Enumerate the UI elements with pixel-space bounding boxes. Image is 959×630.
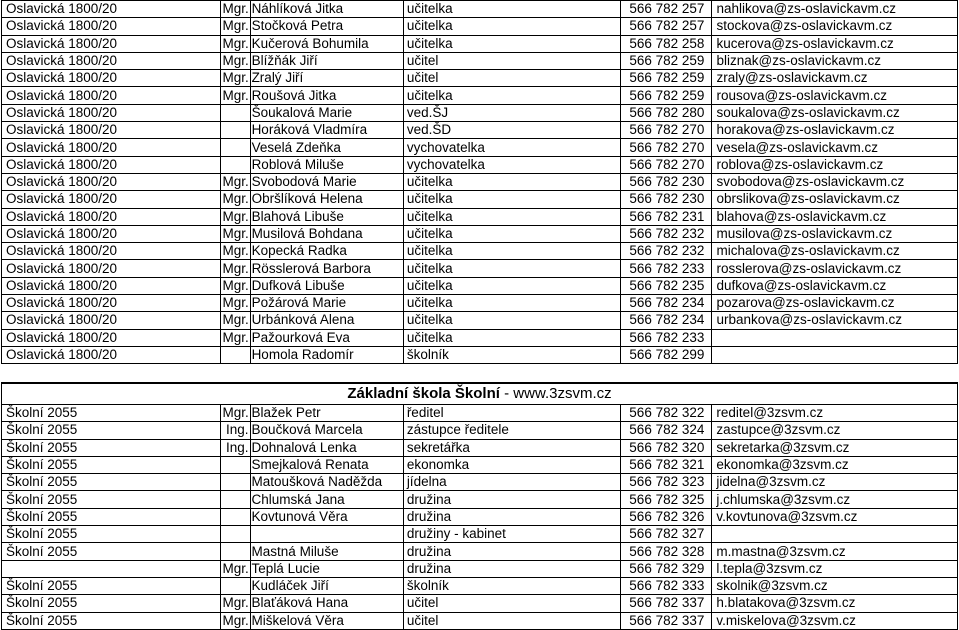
title-cell: Ing.	[220, 439, 250, 456]
phone-cell: 566 782 233	[621, 260, 712, 277]
email-cell: kucerova@zs-oslavickavm.cz	[712, 35, 958, 52]
name-cell: Kučerová Bohumila	[250, 35, 403, 52]
address-cell: Oslavická 1800/20	[2, 312, 221, 329]
title-cell: Mgr.	[220, 35, 250, 52]
name-cell: Homola Radomír	[250, 346, 403, 363]
title-cell: Mgr.	[220, 260, 250, 277]
address-cell: Oslavická 1800/20	[2, 18, 221, 35]
table-row	[2, 526, 958, 543]
phone-cell: 566 782 333	[621, 577, 712, 594]
email-cell: h.blatakova@3zsvm.cz	[712, 595, 958, 612]
name-cell: Mastná Miluše	[250, 543, 403, 560]
phone-cell: 566 782 299	[621, 346, 712, 363]
title-cell: Mgr.	[220, 52, 250, 69]
table-row	[2, 405, 958, 422]
position-cell: učitelka	[403, 87, 621, 104]
address-cell: Oslavická 1800/20	[2, 122, 221, 139]
email-cell: rousova@zs-oslavickavm.cz	[712, 87, 958, 104]
title-cell: Mgr.	[220, 1, 250, 18]
phone-cell: 566 782 232	[621, 225, 712, 242]
address-cell	[2, 560, 221, 577]
address-cell: Oslavická 1800/20	[2, 346, 221, 363]
address-cell: Školní 2055	[2, 526, 221, 543]
phone-cell: 566 782 270	[621, 139, 712, 156]
position-cell: učitelka	[403, 295, 621, 312]
email-cell: dufkova@zs-oslavickavm.cz	[712, 277, 958, 294]
phone-cell: 566 782 329	[621, 560, 712, 577]
title-cell: Mgr.	[220, 277, 250, 294]
name-cell: Pažourková Eva	[250, 329, 403, 346]
name-cell: Požárová Marie	[250, 295, 403, 312]
name-cell: Dufková Libuše	[250, 277, 403, 294]
title-cell: Mgr.	[220, 243, 250, 260]
table-row	[2, 52, 958, 69]
title-cell: Mgr.	[220, 173, 250, 190]
name-cell: Kudláček Jiří	[250, 577, 403, 594]
phone-cell: 566 782 259	[621, 52, 712, 69]
email-cell: urbankova@zs-oslavickavm.cz	[712, 312, 958, 329]
table-row	[2, 439, 958, 456]
email-cell: svobodova@zs-oslavickavm.cz	[712, 173, 958, 190]
name-cell: Miškelová Věra	[250, 612, 403, 629]
position-cell: družina	[403, 560, 620, 577]
address-cell: Oslavická 1800/20	[2, 208, 221, 225]
title-cell: Mgr.	[220, 295, 250, 312]
title-cell	[220, 122, 250, 139]
email-cell	[712, 526, 958, 543]
section-separator: -	[499, 385, 514, 402]
table-row	[2, 139, 958, 156]
email-cell: v.kovtunova@3zsvm.cz	[712, 508, 958, 525]
title-cell: Mgr.	[220, 405, 250, 422]
address-cell: Oslavická 1800/20	[2, 52, 221, 69]
name-cell: Horáková Vladmíra	[250, 122, 403, 139]
position-cell: učitel	[403, 595, 620, 612]
name-cell: Zralý Jiří	[250, 70, 403, 87]
table-row	[2, 508, 958, 525]
title-cell: Mgr.	[220, 87, 250, 104]
title-cell	[220, 104, 250, 121]
email-cell: jidelna@3zsvm.cz	[712, 474, 958, 491]
address-cell: Školní 2055	[2, 577, 221, 594]
name-cell: Stočková Petra	[250, 18, 403, 35]
table-row	[2, 191, 958, 208]
name-cell: Blahová Libuše	[250, 208, 403, 225]
title-cell	[220, 456, 250, 473]
address-cell: Školní 2055	[2, 508, 221, 525]
position-cell: školník	[403, 577, 620, 594]
address-cell: Školní 2055	[2, 405, 221, 422]
address-cell: Oslavická 1800/20	[2, 156, 221, 173]
name-cell: Kovtunová Věra	[250, 508, 403, 525]
phone-cell: 566 782 257	[621, 1, 712, 18]
position-cell: učitelka	[403, 1, 621, 18]
address-cell: Oslavická 1800/20	[2, 277, 221, 294]
position-cell: učitelka	[403, 18, 621, 35]
email-cell: skolnik@3zsvm.cz	[712, 577, 958, 594]
table-row	[2, 225, 958, 242]
position-cell: družina	[403, 508, 620, 525]
table-row	[2, 577, 958, 594]
name-cell: Svobodová Marie	[250, 173, 403, 190]
title-cell	[220, 491, 250, 508]
email-cell: musilova@zs-oslavickavm.cz	[712, 225, 958, 242]
position-cell: družina	[403, 491, 620, 508]
position-cell: družina	[403, 543, 620, 560]
email-cell: sekretarka@3zsvm.cz	[712, 439, 958, 456]
name-cell: Teplá Lucie	[250, 560, 403, 577]
phone-cell: 566 782 234	[621, 312, 712, 329]
table-row	[2, 35, 958, 52]
table-row	[2, 346, 958, 363]
address-cell: Oslavická 1800/20	[2, 260, 221, 277]
position-cell: jídelna	[403, 474, 620, 491]
position-cell: ekonomka	[403, 456, 620, 473]
section-header	[2, 383, 958, 405]
address-cell: Školní 2055	[2, 439, 221, 456]
email-cell: blahova@zs-oslavickavm.cz	[712, 208, 958, 225]
position-cell: vychovatelka	[403, 139, 621, 156]
table-row	[2, 277, 958, 294]
phone-cell: 566 782 323	[621, 474, 712, 491]
table-row	[2, 260, 958, 277]
address-cell: Oslavická 1800/20	[2, 70, 221, 87]
position-cell: učitel	[403, 70, 621, 87]
position-cell: učitel	[403, 612, 620, 629]
address-cell: Školní 2055	[2, 491, 221, 508]
table-row	[2, 560, 958, 577]
table-row	[2, 122, 958, 139]
position-cell: ved.ŠJ	[403, 104, 621, 121]
address-cell: Oslavická 1800/20	[2, 295, 221, 312]
email-cell: v.miskelova@3zsvm.cz	[712, 612, 958, 629]
name-cell: Roušová Jitka	[250, 87, 403, 104]
title-cell	[220, 474, 250, 491]
address-cell: Školní 2055	[2, 456, 221, 473]
table-row	[2, 422, 958, 439]
table-row	[2, 1, 958, 18]
name-cell: Obršlíková Helena	[250, 191, 403, 208]
name-cell: Blaťáková Hana	[250, 595, 403, 612]
address-cell: Oslavická 1800/20	[2, 243, 221, 260]
email-cell: pozarova@zs-oslavickavm.cz	[712, 295, 958, 312]
title-cell: Mgr.	[220, 312, 250, 329]
email-cell: rosslerova@zs-oslavickavm.cz	[712, 260, 958, 277]
email-cell: obrslikova@zs-oslavickavm.cz	[712, 191, 958, 208]
name-cell: Dohnalová Lenka	[250, 439, 403, 456]
staff-table-skolni	[1, 382, 958, 630]
title-cell	[220, 346, 250, 363]
address-cell: Oslavická 1800/20	[2, 139, 221, 156]
title-cell	[220, 543, 250, 560]
title-cell	[220, 526, 250, 543]
address-cell: Školní 2055	[2, 612, 221, 629]
position-cell: učitelka	[403, 260, 621, 277]
table-row	[2, 543, 958, 560]
title-cell	[220, 508, 250, 525]
name-cell: Blížňák Jiří	[250, 52, 403, 69]
phone-cell: 566 782 270	[621, 156, 712, 173]
table-row	[2, 329, 958, 346]
email-cell	[712, 346, 958, 363]
table-row	[2, 295, 958, 312]
title-cell	[220, 577, 250, 594]
position-cell: učitelka	[403, 173, 621, 190]
table-row	[2, 595, 958, 612]
table-row	[2, 173, 958, 190]
email-cell: zastupce@3zsvm.cz	[712, 422, 958, 439]
email-cell: vesela@zs-oslavickavm.cz	[712, 139, 958, 156]
phone-cell: 566 782 232	[621, 243, 712, 260]
phone-cell: 566 782 325	[621, 491, 712, 508]
position-cell: učitelka	[403, 277, 621, 294]
phone-cell: 566 782 328	[621, 543, 712, 560]
name-cell: Matoušková Naděžda	[250, 474, 403, 491]
address-cell: Školní 2055	[2, 595, 221, 612]
email-cell: soukalova@zs-oslavickavm.cz	[712, 104, 958, 121]
email-cell: roblova@zs-oslavickavm.cz	[712, 156, 958, 173]
name-cell: Kopecká Radka	[250, 243, 403, 260]
title-cell: Mgr.	[220, 560, 250, 577]
phone-cell: 566 782 270	[621, 122, 712, 139]
phone-cell: 566 782 235	[621, 277, 712, 294]
name-cell: Blažek Petr	[250, 405, 403, 422]
address-cell: Školní 2055	[2, 422, 221, 439]
title-cell: Mgr.	[220, 191, 250, 208]
phone-cell: 566 782 320	[621, 439, 712, 456]
title-cell: Mgr.	[220, 225, 250, 242]
name-cell: Smejkalová Renata	[250, 456, 403, 473]
address-cell: Oslavická 1800/20	[2, 1, 221, 18]
email-cell: j.chlumska@3zsvm.cz	[712, 491, 958, 508]
title-cell: Mgr.	[220, 595, 250, 612]
table-row	[2, 104, 958, 121]
phone-cell: 566 782 280	[621, 104, 712, 121]
position-cell: učitelka	[403, 243, 621, 260]
address-cell: Oslavická 1800/20	[2, 329, 221, 346]
title-cell: Mgr.	[220, 329, 250, 346]
table-row	[2, 208, 958, 225]
title-cell: Mgr.	[220, 208, 250, 225]
title-cell	[220, 156, 250, 173]
phone-cell: 566 782 259	[621, 87, 712, 104]
table-row	[2, 312, 958, 329]
phone-cell: 566 782 259	[621, 70, 712, 87]
email-cell: stockova@zs-oslavickavm.cz	[712, 18, 958, 35]
position-cell: ved.ŠD	[403, 122, 621, 139]
address-cell: Oslavická 1800/20	[2, 35, 221, 52]
name-cell: Chlumská Jana	[250, 491, 403, 508]
name-cell: Urbánková Alena	[250, 312, 403, 329]
position-cell: sekretářka	[403, 439, 620, 456]
phone-cell: 566 782 321	[621, 456, 712, 473]
phone-cell: 566 782 230	[621, 191, 712, 208]
table-row	[2, 70, 958, 87]
phone-cell: 566 782 322	[621, 405, 712, 422]
phone-cell: 566 782 234	[621, 295, 712, 312]
table-row	[2, 612, 958, 629]
phone-cell: 566 782 324	[621, 422, 712, 439]
name-cell: Boučková Marcela	[250, 422, 403, 439]
position-cell: školník	[403, 346, 621, 363]
email-cell: horakova@zs-oslavickavm.cz	[712, 122, 958, 139]
title-cell: Mgr.	[220, 612, 250, 629]
table-row	[2, 456, 958, 473]
section-title: Základní škola Školní	[347, 385, 500, 402]
phone-cell: 566 782 337	[621, 595, 712, 612]
email-cell: l.tepla@3zsvm.cz	[712, 560, 958, 577]
phone-cell: 566 782 326	[621, 508, 712, 525]
table-row	[2, 243, 958, 260]
phone-cell: 566 782 258	[621, 35, 712, 52]
staff-table-oslavicka	[1, 0, 958, 364]
phone-cell: 566 782 233	[621, 329, 712, 346]
address-cell: Oslavická 1800/20	[2, 191, 221, 208]
position-cell: družiny - kabinet	[403, 526, 620, 543]
address-cell: Oslavická 1800/20	[2, 87, 221, 104]
section-header-row	[2, 383, 958, 405]
name-cell	[250, 526, 403, 543]
address-cell: Oslavická 1800/20	[2, 173, 221, 190]
phone-cell: 566 782 337	[621, 612, 712, 629]
name-cell: Roblová Miluše	[250, 156, 403, 173]
email-cell: ekonomka@3zsvm.cz	[712, 456, 958, 473]
table-row	[2, 87, 958, 104]
position-cell: učitelka	[403, 208, 621, 225]
name-cell: Musilová Bohdana	[250, 225, 403, 242]
name-cell: Rösslerová Barbora	[250, 260, 403, 277]
phone-cell: 566 782 327	[621, 526, 712, 543]
title-cell: Ing.	[220, 422, 250, 439]
email-cell: michalova@zs-oslavickavm.cz	[712, 243, 958, 260]
title-cell: Mgr.	[220, 70, 250, 87]
address-cell: Školní 2055	[2, 543, 221, 560]
email-cell: nahlikova@zs-oslavickavm.cz	[712, 1, 958, 18]
name-cell: Náhlíková Jitka	[250, 1, 403, 18]
table-row	[2, 156, 958, 173]
position-cell: učitelka	[403, 329, 621, 346]
phone-cell: 566 782 230	[621, 173, 712, 190]
phone-cell: 566 782 231	[621, 208, 712, 225]
address-cell: Oslavická 1800/20	[2, 225, 221, 242]
email-cell	[712, 329, 958, 346]
table-row	[2, 474, 958, 491]
section-web: www.3zsvm.cz	[513, 385, 612, 402]
position-cell: zástupce ředitele	[403, 422, 620, 439]
phone-cell: 566 782 257	[621, 18, 712, 35]
position-cell: učitel	[403, 52, 621, 69]
position-cell: učitelka	[403, 312, 621, 329]
email-cell: m.mastna@3zsvm.cz	[712, 543, 958, 560]
position-cell: učitelka	[403, 225, 621, 242]
name-cell: Veselá Zdeňka	[250, 139, 403, 156]
email-cell: zraly@zs-oslavickavm.cz	[712, 70, 958, 87]
position-cell: učitelka	[403, 191, 621, 208]
email-cell: reditel@3zsvm.cz	[712, 405, 958, 422]
address-cell: Školní 2055	[2, 474, 221, 491]
email-cell: bliznak@zs-oslavickavm.cz	[712, 52, 958, 69]
name-cell: Šoukalová Marie	[250, 104, 403, 121]
position-cell: ředitel	[403, 405, 620, 422]
position-cell: vychovatelka	[403, 156, 621, 173]
position-cell: učitelka	[403, 35, 621, 52]
title-cell: Mgr.	[220, 18, 250, 35]
title-cell	[220, 139, 250, 156]
address-cell: Oslavická 1800/20	[2, 104, 221, 121]
table-row	[2, 491, 958, 508]
table-row	[2, 18, 958, 35]
